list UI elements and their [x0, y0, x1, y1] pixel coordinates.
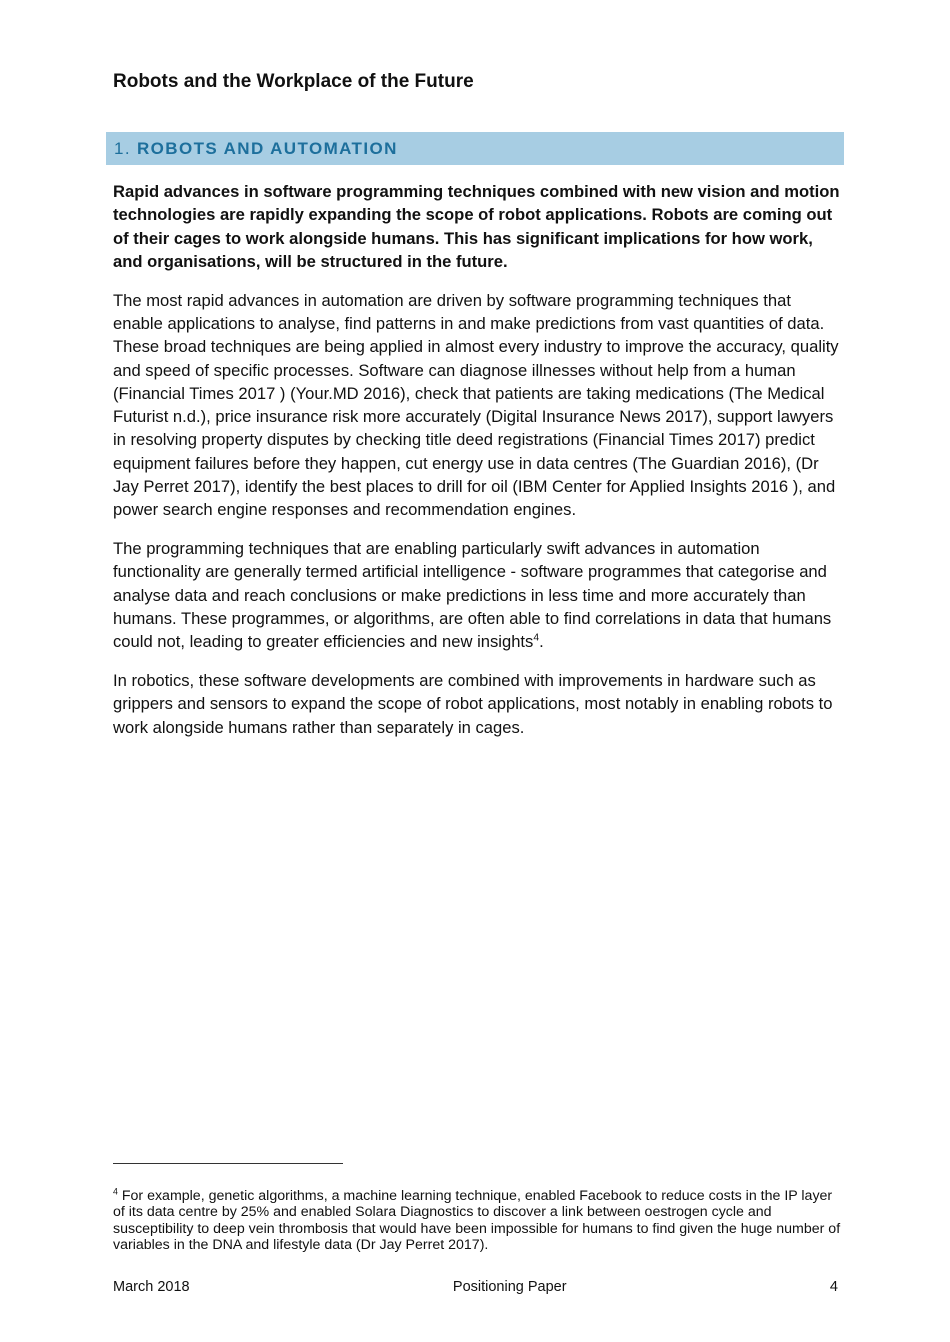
document-title: Robots and the Workplace of the Future: [113, 71, 474, 92]
footer-date: March 2018: [113, 1279, 190, 1295]
section-body: [113, 180, 841, 755]
section-heading: ROBOTS AND AUTOMATION: [136, 138, 398, 158]
body-paragraph-3: In robotics, these software developments are combined with improvements in hardware such as grippers and sensors to expand the scope of robot applications, most notably in enabling robots to work alongside humans rather than separately in cages.: [113, 671, 833, 737]
section-number: 1.: [114, 138, 131, 158]
page-footer: [113, 1279, 838, 1295]
footnote-text: For example, genetic algorithms, a machine learning technique, enabled Facebook to reduce costs in the IP layer of its data centre by 25% and enabled Solara Diagnostics to discover a link between oestrogen cycle and susceptibility to deep vein thrombosis that would have been impossible for humans to find given the huge number of variables in the DNA and lifestyle data (Dr Jay Perret 2017).: [113, 1188, 841, 1253]
footnote-separator: [113, 1163, 343, 1164]
footer-doc-type: Positioning Paper: [452, 1279, 567, 1295]
section-heading-bar: [106, 132, 844, 165]
footnote-reference: 4: [533, 632, 540, 644]
body-paragraph-2-end: .: [539, 632, 544, 652]
body-paragraph-2-text: The programming techniques that are enabling particularly swift advances in automation functionality are generally termed artificial intelligence - software programmes that categorise and analyse data and reach conclusions or make predictions in less time and more accurately than humans. These programmes, or algorithms, are often able to find correlations in data that humans could not, leading to greater efficiencies and new insights: [113, 539, 832, 652]
footnote: [113, 1188, 841, 1253]
body-paragraph-1: The most rapid advances in automation are driven by software programming techniques that enable applications to analyse, find patterns in and make predictions from vast quantities of data. These broad techniques are being applied in almost every industry to improve the accuracy, quality and speed of specific processes. Software can diagnose illnesses without help from a human (Financial Times 2017 ) (Your.MD 2016), check that patients are taking medications (The Medical Futurist n.d.), price insurance risk more accurately (Digital Insurance News 2017), support lawyers in resolving property disputes by checking title deed registrations (Financial Times 2017) predict equipment failures before they happen, cut energy use in data centres (The Guardian 2016), (Dr Jay Perret 2017), identify the best places to drill for oil (IBM Center for Applied Insights 2016 ), and power search engine responses and recommendation engines.: [113, 290, 839, 520]
lead-paragraph: Rapid advances in software programming techniques combined with new vision and motion technologies are rapidly expanding the scope of robot applications. Robots are coming out of their cages to work alongside humans. This has significant implications for how work, and organisations, will be structured in the future.: [113, 182, 840, 271]
body-paragraph-2: [113, 537, 841, 653]
footnote-marker: 4: [113, 1186, 118, 1197]
page-number: 4: [829, 1279, 838, 1295]
